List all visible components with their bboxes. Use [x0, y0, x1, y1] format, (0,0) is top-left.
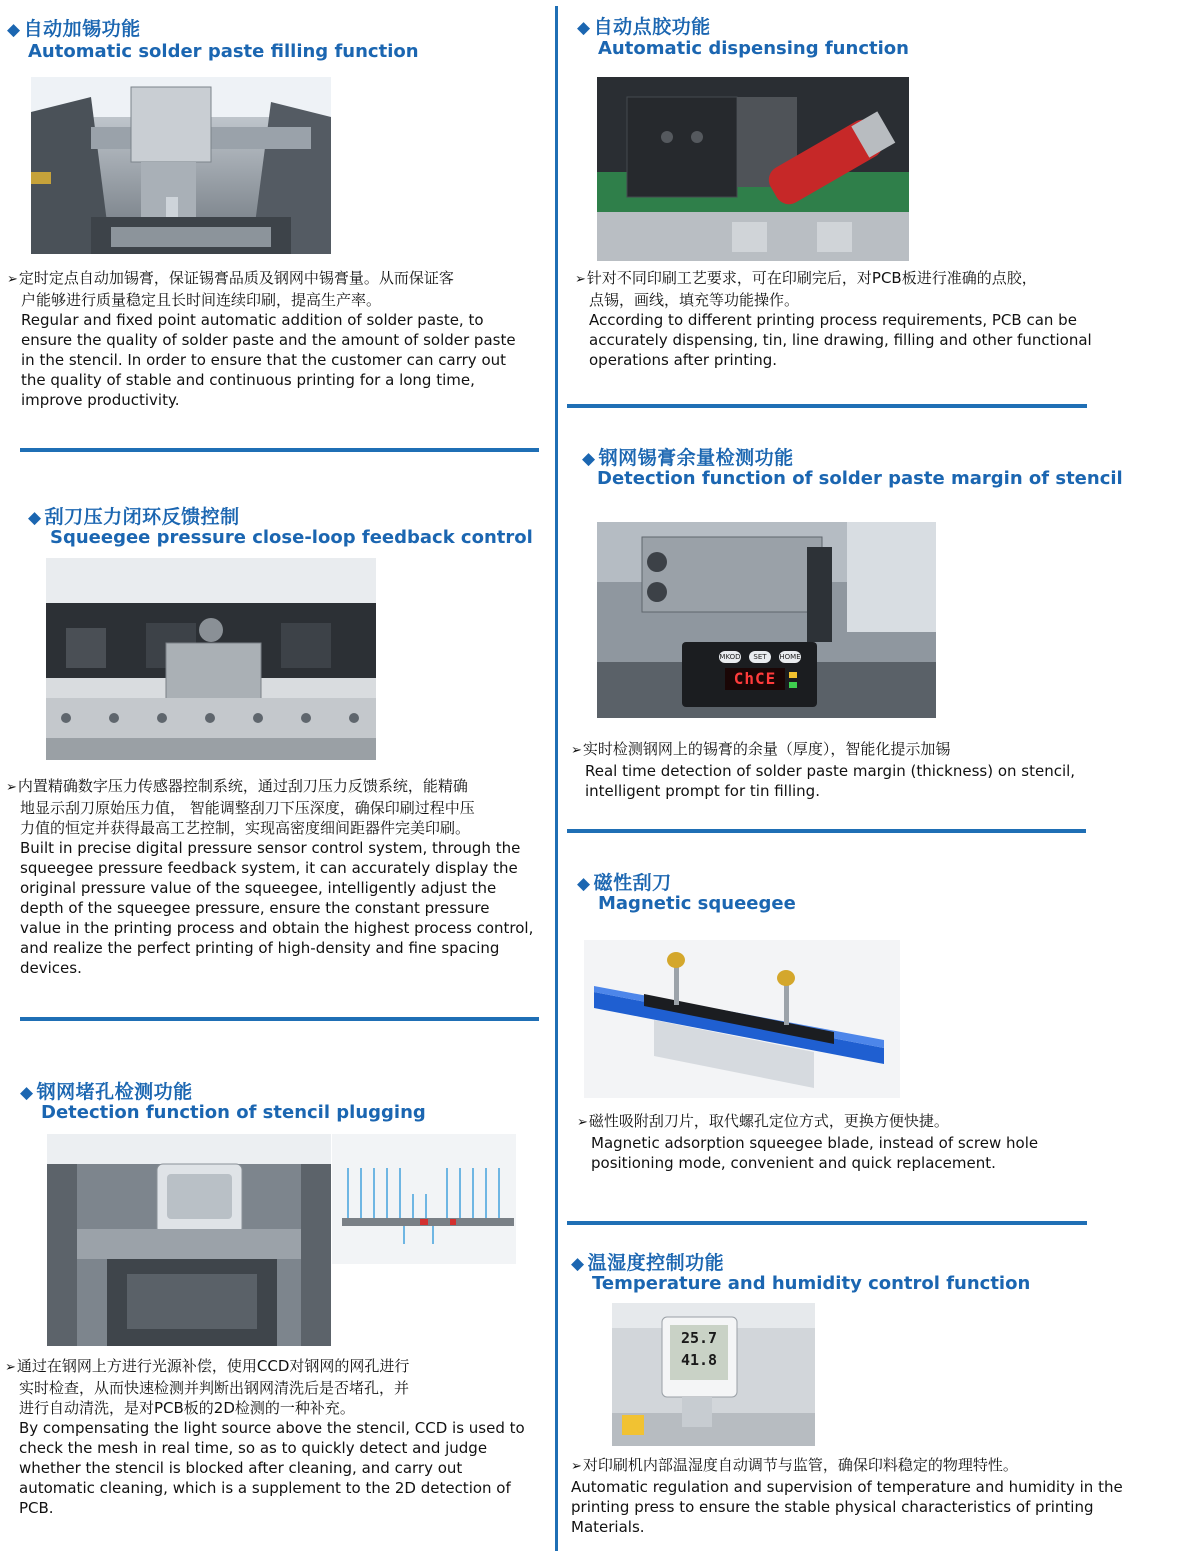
section-title-cn: ◆ 自动加锡功能	[7, 18, 141, 40]
divider-right-2	[567, 829, 1086, 833]
stencil-diagram	[332, 1134, 516, 1264]
section-title-en: Detection function of solder paste margin of stencil	[597, 468, 1123, 489]
divider-right-1	[567, 404, 1087, 408]
section-title-cn: ◆ 钢网堵孔检测功能	[20, 1081, 193, 1103]
stencil-plugging-text: ➢通过在钢网上方进行光源补偿，使用CCD对钢网的网孔进行 实时检查，从而快速检测并判断出钢网清洗后是否堵孔，并 进行自动清洗，是对PCB板的2D检测的一种补充。 By compensating the light source above the stencil, CCD is used to check the mesh in real time, so as to quickly detect and judge whether the stencil is blocked after cleaning, and carry out automatic cleaning, which is a supplement to the 2D detection of PCB.	[5, 1357, 525, 1517]
temp-humidity-text: ➢对印刷机内部温湿度自动调节与监管，确保印料稳定的物理特性。 Automatic regulation and supervision of temperature and humidity in the printing press to ensure the stable physical characteristics of printing Materials.	[571, 1456, 1123, 1536]
arrow-bullet-icon: ➢	[575, 272, 586, 287]
solder-fill-text: ➢定时定点自动加锡膏，保证锡膏品质及钢网中锡膏量。从而保证客 户能够进行质量稳定且长时间连续印刷，提高生产率。 Regular and fixed point automatic addition of solder paste, to ensure the quality of solder paste and the amount of solder paste in the stencil. In order to ensure that the customer can carry out the quality of stable and continuous printing for a long time, improve productivity.	[7, 269, 516, 409]
diamond-bullet-icon: ◆	[577, 18, 591, 38]
sensor-button: MKOD	[719, 653, 741, 661]
section-title-cn: ◆ 磁性刮刀	[577, 872, 672, 894]
arrow-bullet-icon: ➢	[5, 1360, 16, 1375]
diamond-bullet-icon: ◆	[571, 1254, 585, 1274]
paste-margin-text: ➢实时检测钢网上的锡膏的余量（厚度），智能化提示加锡 Real time detection of solder paste margin (thickness) on stencil, intelligent prompt for tin filling.	[571, 740, 1076, 800]
stencil-plugging-photo	[47, 1134, 331, 1346]
sensor-display: ChCE	[725, 668, 785, 690]
section-title-cn: ◆ 自动点胶功能	[577, 16, 711, 38]
sensor-button: SET	[749, 651, 771, 663]
section-title-en: Temperature and humidity control function	[592, 1273, 1031, 1294]
squeegee-pressure-text: ➢内置精确数字压力传感器控制系统，通过刮刀压力反馈系统，能精确 地显示刮刀原始压力值， 智能调整刮刀下压深度，确保印刷过程中压 力值的恒定并获得最高工艺控制，实现高密度细间距器件完美印刷。 Built in precise digital pressure sensor control system, through the squeegee pressure feedback system, it can accurately display the original pressure value of the squeegee, intelligently adjust the depth of the squeegee pressure, ensure the constant pressure value in the printing process and obtain the highest process control, and realize the perfect printing of high-density and fine spacing devices.	[6, 777, 534, 977]
section-title-en: Magnetic squeegee	[598, 893, 796, 914]
magnetic-squeegee-photo	[584, 940, 900, 1098]
center-divider	[555, 6, 558, 1551]
solder-fill-photo	[31, 77, 331, 254]
arrow-bullet-icon: ➢	[7, 272, 18, 287]
section-title-en: Automatic solder paste filling function	[28, 41, 419, 62]
section-title-en: Automatic dispensing function	[598, 38, 909, 59]
arrow-bullet-icon: ➢	[6, 780, 17, 795]
sensor-button: HOME	[779, 653, 801, 661]
humidity-reading: 41.8	[680, 1351, 718, 1369]
sensor-led-icon	[789, 682, 797, 688]
section-title-cn: ◆ 刮刀压力闭环反馈控制	[28, 506, 240, 528]
divider-left-1	[20, 448, 539, 452]
section-title-cn: ◆ 钢网锡膏余量检测功能	[582, 447, 794, 469]
section-title-en: Detection function of stencil plugging	[41, 1102, 426, 1123]
paste-margin-photo	[597, 522, 936, 718]
magnetic-text: ➢磁性吸附刮刀片，取代螺孔定位方式，更换方便快捷。 Magnetic adsorption squeegee blade, instead of screw hole positioning mode, convenient and quick replacement.	[577, 1112, 1039, 1172]
arrow-bullet-icon: ➢	[577, 1115, 588, 1130]
squeegee-pressure-photo	[46, 558, 376, 760]
divider-left-2	[20, 1017, 539, 1021]
diamond-bullet-icon: ◆	[20, 1083, 34, 1103]
divider-right-3	[567, 1221, 1087, 1225]
diamond-bullet-icon: ◆	[7, 20, 21, 40]
dispensing-text: ➢针对不同印刷工艺要求，可在印刷完后，对PCB板进行准确的点胶， 点锡，画线，填充等功能操作。 According to different printing process requirements, PCB can be accurately dispensing, tin, line drawing, filling and other functional operations after printing.	[575, 269, 1092, 369]
arrow-bullet-icon: ➢	[571, 743, 582, 758]
temperature-reading: 25.7	[680, 1329, 718, 1347]
diamond-bullet-icon: ◆	[577, 874, 591, 894]
diamond-bullet-icon: ◆	[582, 449, 596, 469]
sensor-buttons	[717, 649, 807, 665]
dispensing-photo	[597, 77, 909, 261]
diamond-bullet-icon: ◆	[28, 508, 42, 528]
arrow-bullet-icon: ➢	[571, 1459, 582, 1474]
temp-humidity-photo	[612, 1303, 815, 1446]
sensor-led-icon	[789, 672, 797, 678]
section-title-cn: ◆ 温湿度控制功能	[571, 1252, 725, 1274]
section-title-en: Squeegee pressure close-loop feedback control	[50, 527, 533, 548]
